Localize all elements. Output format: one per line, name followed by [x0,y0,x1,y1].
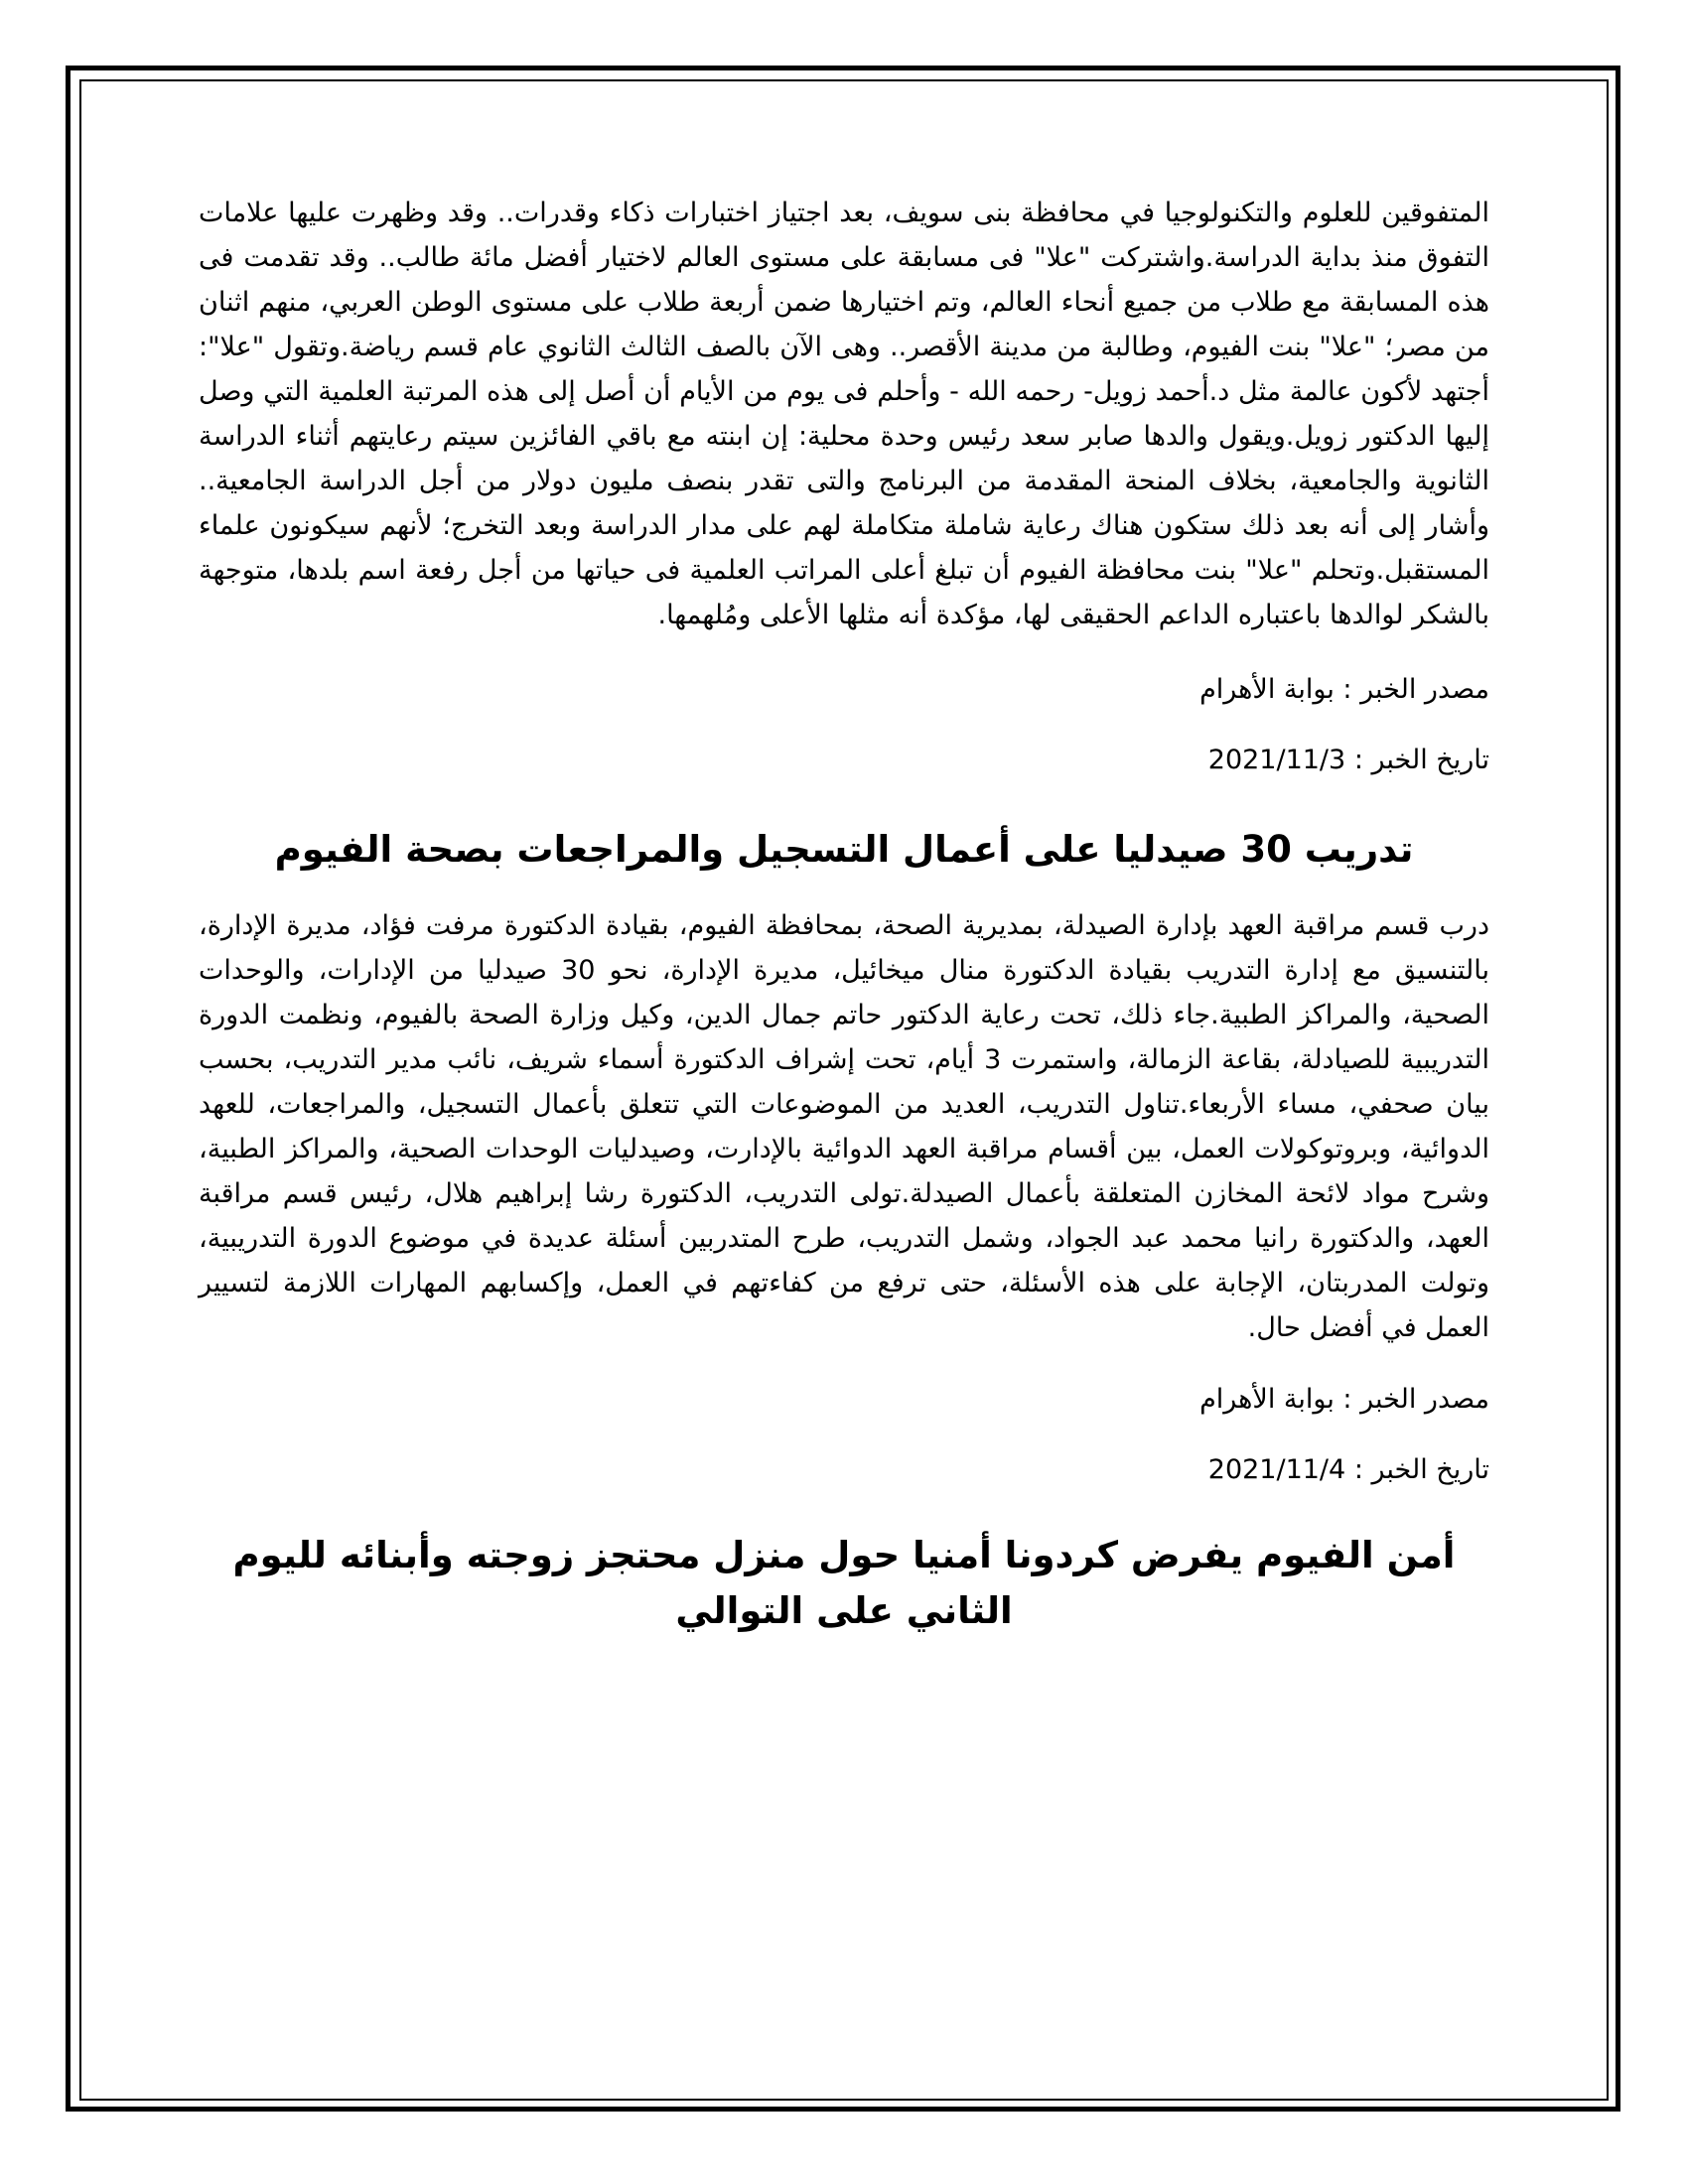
article-2-date [199,1450,1489,1490]
article-2-body: درب قسم مراقبة العهد بإدارة الصيدلة، بمديرية الصحة، بمحافظة الفيوم، بقيادة الدكتورة مرفت فؤاد، مديرة الإدارة، بالتنسيق مع إدارة التدريب بقيادة الدكتورة منال ميخائيل، مديرة الإدارة، نحو 30 صيدليا من الإدارات، والوحدات الصحية، والمراكز الطبية.جاء ذلك، تحت رعاية الدكتور حاتم جمال الدين، وكيل وزارة الصحة بالفيوم، ونظمت الدورة التدريبية للصيادلة، بقاعة الزمالة، واستمرت 3 أيام، تحت إشراف الدكتورة أسماء شريف، نائب مدير التدريب، بحسب بيان صحفي، مساء الأربعاء.تناول التدريب، العديد من الموضوعات التي تتعلق بأعمال التسجيل، والمراجعات، للعهد الدوائية، وبروتوكولات العمل، بين أقسام مراقبة العهد الدوائية بالإدارت، وصيدليات الوحدات الصحية، والمراكز الطبية، وشرح مواد لائحة المخازن المتعلقة بأعمال الصيدلة.تولى التدريب، الدكتورة رشا إبراهيم هلال، رئيس قسم مراقبة العهد، والدكتورة رانيا محمد عبد الجواد، وشمل التدريب، طرح المتدربين أسئلة عديدة في موضوع الدورة التدريبية، وتولت المدربتان، الإجابة على هذه الأسئلة، حتى ترفع من كفاءتهم في العمل، وإكسابهم المهارات اللازمة لتسيير العمل في أفضل حال. [199,910,1489,1343]
article-1-date-value: 2021/11/3 [1207,745,1346,775]
article-2-source: مصدر الخبر : بوابة الأهرام [1199,1384,1489,1415]
article-2-title: تدريب 30 صيدليا على أعمال التسجيل والمراجعات بصحة الفيوم [274,828,1414,871]
article-1-body: المتفوقين للعلوم والتكنولوجيا في محافظة بنى سويف، بعد اجتياز اختبارات ذكاء وقدرات.. وقد وظهرت عليها علامات التفوق منذ بداية الدراسة.واشتركت "علا" فى مسابقة على مستوى العالم لاختيار أفضل مائة طالب.. وقد تقدمت فى هذه المسابقة مع طلاب من جميع أنحاء العالم، وتم اختيارها ضمن أربعة طلاب على مستوى الوطن العربي، منهم اثنان من مصر؛ "علا" بنت الفيوم، وطالبة من مدينة الأقصر.. وهى الآن بالصف الثالث الثانوي عام قسم رياضة.وتقول "علا": أجتهد لأكون عالمة مثل د.أحمد زويل- رحمه الله - وأحلم فى يوم من الأيام أن أصل إلى هذه المرتبة العلمية التي وصل إليها الدكتور زويل.ويقول والدها صابر سعد رئيس وحدة محلية: إن ابنته مع باقي الفائزين سيتم رعايتهم أثناء الدراسة الثانوية والجامعية، بخلاف المنحة المقدمة من البرنامج والتى تقدر بنصف مليون دولار من أجل الدراسة الجامعية.. وأشار إلى أنه بعد ذلك ستكون هناك رعاية شاملة متكاملة لهم على مدار الدراسة وبعد التخرج؛ لأنهم سيكونون علماء المستقبل.وتحلم "علا" بنت محافظة الفيوم أن تبلغ أعلى المراتب العلمية فى حياتها من أجل رفعة اسم بلدها، متوجهة بالشكر لوالدها باعتباره الداعم الحقيقى لها، مؤكدة أنه مثلها الأعلى ومُلهمها. [199,198,1489,630]
article-3-title: أمن الفيوم يفرض كردونا أمنيا حول منزل محتجز زوجته وأبنائه لليوم الثاني على التوالي [232,1534,1456,1632]
article-2-date-value: 2021/11/4 [1207,1454,1346,1485]
article-1-source: مصدر الخبر : بوابة الأهرام [1199,674,1489,705]
document-content [199,191,1489,1639]
article-1-date [199,741,1489,780]
article-2-date-label: تاريخ الخبر : [1353,1454,1489,1485]
article-1-date-label: تاريخ الخبر : [1353,745,1489,775]
